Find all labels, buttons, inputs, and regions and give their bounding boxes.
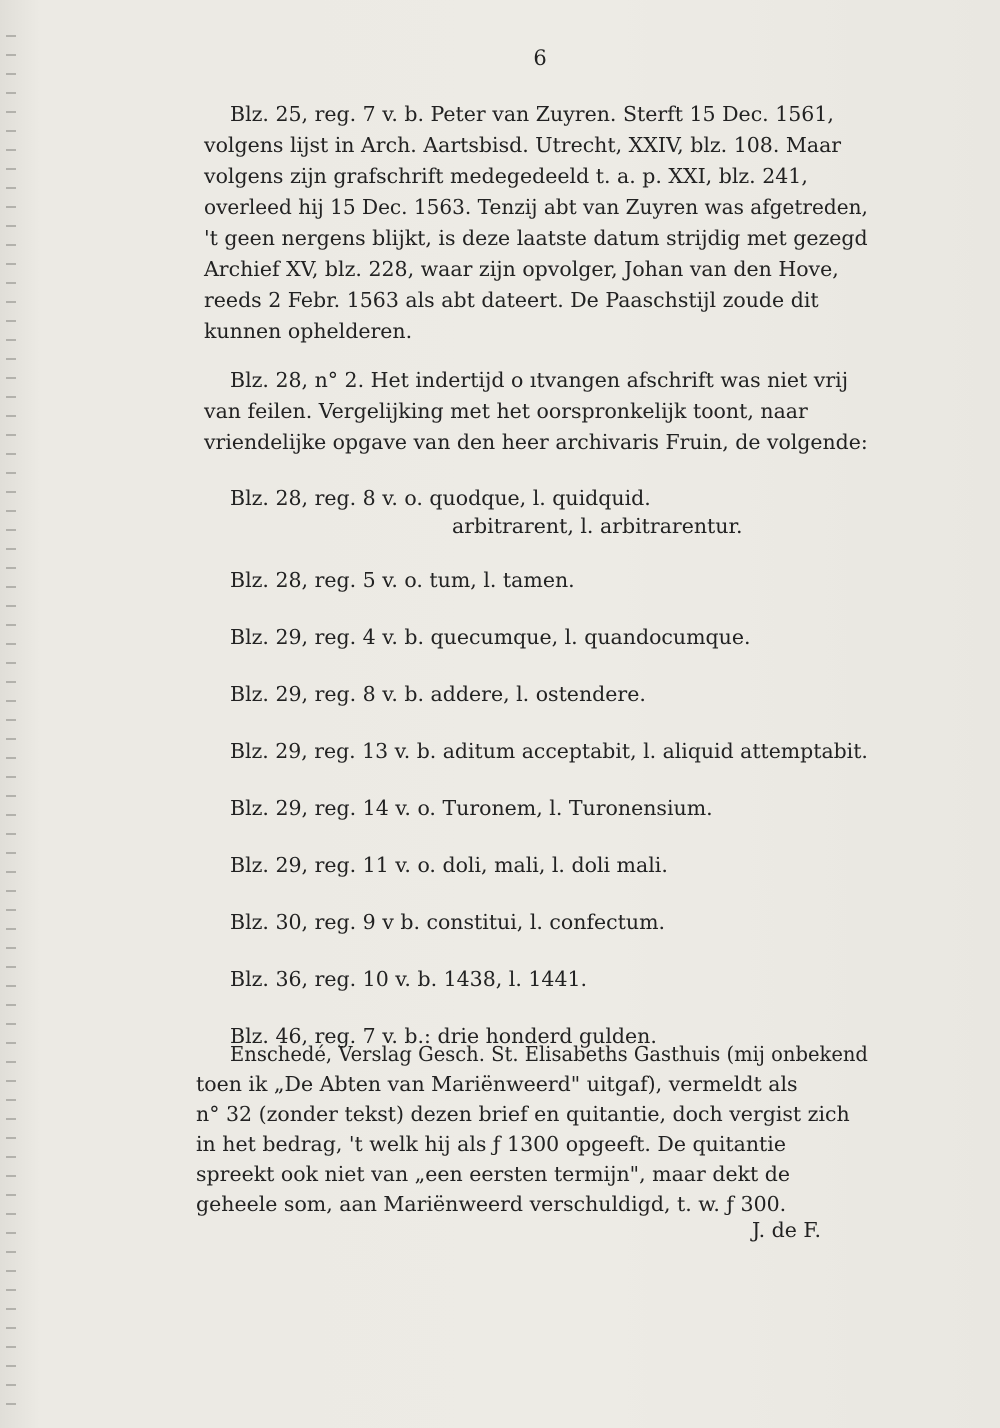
paragraph1-line-3: volgens zijn grafschrift medegedeeld t. a. p. XXI, blz. 241, xyxy=(204,164,808,188)
correction-item: arbitrarent, l. arbitrarentur. xyxy=(452,514,743,538)
paragraph1-line-4: overleed hij 15 Dec. 1563. Tenzij abt van Zuyren was afgetreden, xyxy=(204,195,868,219)
perforated-edge xyxy=(6,20,16,1420)
signature: J. de F. xyxy=(752,1218,821,1242)
paragraph2-line-2: van feilen. Vergelijking met het oorspronkelijk toont, naar xyxy=(204,399,808,423)
correction-item: Blz. 28, reg. 5 v. o. tum, l. tamen. xyxy=(230,568,575,592)
paragraph1-line-7: reeds 2 Febr. 1563 als abt dateert. De Paaschstijl zoude dit xyxy=(204,288,819,312)
paragraph2-line-1: Blz. 28, n° 2. Het indertijd o ıtvangen afschrift was niet vrij xyxy=(230,368,849,392)
page-number: 6 xyxy=(533,46,547,70)
paragraph1-line-2: volgens lijst in Arch. Aartsbisd. Utrecht, XXIV, blz. 108. Maar xyxy=(204,133,842,157)
correction-item: Blz. 30, reg. 9 v b. constitui, l. confectum. xyxy=(230,910,666,934)
correction-item: Blz. 29, reg. 11 v. o. doli, mali, l. doli mali. xyxy=(230,853,668,877)
correction-item: Blz. 29, reg. 8 v. b. addere, l. ostendere. xyxy=(230,682,646,706)
paragraph3-line-6: geheele som, aan Mariënweerd verschuldigd, t. w. ƒ 300. xyxy=(196,1192,787,1216)
paragraph3-line-1: Enschedé, Verslag Gesch. St. Elisabeths Gasthuis (mij onbekend xyxy=(230,1042,868,1066)
paragraph3-line-4: in het bedrag, 't welk hij als ƒ 1300 opgeeft. De quitantie xyxy=(196,1132,786,1156)
paragraph1-line-8: kunnen ophelderen. xyxy=(204,319,413,343)
correction-item: Blz. 29, reg. 13 v. b. aditum acceptabit, l. aliquid attemptabit. xyxy=(230,739,868,763)
paragraph3-line-5: spreekt ook niet van „een eersten termijn", maar dekt de xyxy=(196,1162,791,1186)
correction-item: Blz. 36, reg. 10 v. b. 1438, l. 1441. xyxy=(230,967,588,991)
paragraph1-line-1: Blz. 25, reg. 7 v. b. Peter van Zuyren. Sterft 15 Dec. 1561, xyxy=(230,102,834,126)
correction-item: Blz. 46, reg. 7 v. b.: drie honderd gulden. xyxy=(230,1024,657,1048)
paragraph3-line-3: n° 32 (zonder tekst) dezen brief en quitantie, doch vergist zich xyxy=(196,1102,850,1126)
correction-item: Blz. 29, reg. 14 v. o. Turonem, l. Turonensium. xyxy=(230,796,713,820)
paragraph1-line-5: 't geen nergens blijkt, is deze laatste datum strijdig met gezegd xyxy=(204,226,868,250)
correction-item: Blz. 29, reg. 4 v. b. quecumque, l. quandocumque. xyxy=(230,625,751,649)
paragraph1-line-6: Archief XV, blz. 228, waar zijn opvolger, Johan van den Hove, xyxy=(204,257,839,281)
paragraph2-line-3: vriendelijke opgave van den heer archivaris Fruin, de volgende: xyxy=(204,430,868,454)
correction-item: Blz. 28, reg. 8 v. o. quodque, l. quidquid. xyxy=(230,486,651,510)
paragraph3-line-2: toen ik „De Abten van Mariënweerd" uitgaf), vermeldt als xyxy=(196,1072,798,1096)
